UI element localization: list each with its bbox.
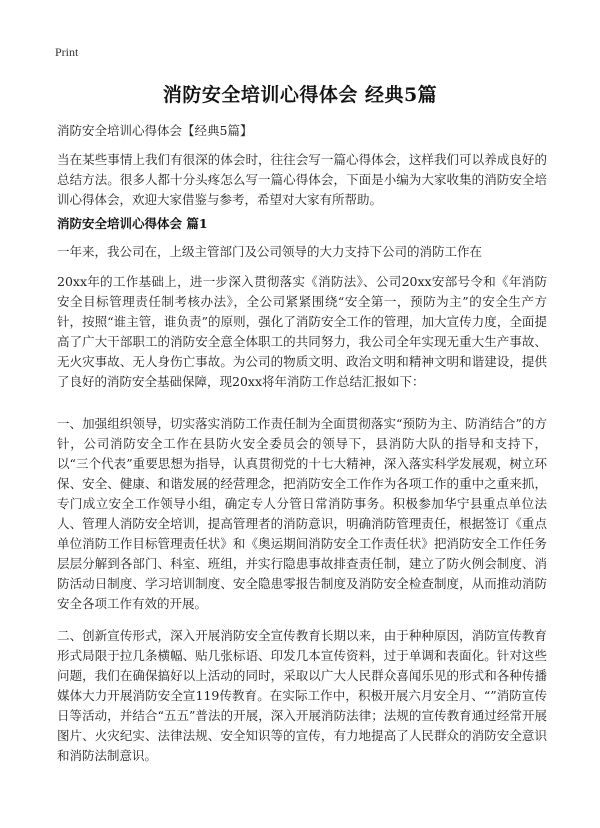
document-title: 消防安全培训心得体会 经典5篇 bbox=[162, 84, 438, 106]
body-paragraph-3: 一、加强组织领导，切实落实消防工作责任制为全面贯彻落实“预防为主、防消结合”的方针，公司消防安全工作在县防火安全委员会的领导下，县消防大队的指导和支持下，以“三个代表”重要思想为指导，认真贯彻党的十七大精神，深入落实科学发展观，树立环保、安全、健康、和谐发展的经营理念，把消防安全工作作为各项工作的重中之重来抓，专门成立安全工作领导小组，确定专人分管日常消防事务。积极参加华宁县重点单位法人、管理人消防安全培训，提高管理者的消防意识，明确消防管理责任，根据签订《重点单位消防工作目标管理责任状》和《奥运期间消防安全工作责任状》把消防安全工作任务层层分解到各部门、科室、班组，并实行隐患事故排查责任制，建立了防火例会制度、消防活动日制度、学习培训制度、安全隐患零报告制度及消防安全检查制度，从而推动消防安全各项工作有效的开展。 bbox=[57, 416, 547, 611]
body-paragraph-2: 20xx年的工作基础上，进一步深入贯彻落实《消防法》、公司20xx安部号令和《年消防安全目标管理责任制考核办法》，全公司紧紧围绕“安全第一，预防为主”的安全生产方针，按照“谁主管，谁负责”的原则，强化了消防安全工作的管理，加大宣传力度，全面提高了广大干部职工的消防安全意全体职工的共同努力，我公司全年实现无重大生产事故、无火灾事故、无人身伤亡事故。为公司的物质文明、政治文明和精神文明和谐建设，提供了良好的消防安全基础保障，现20xx将年消防工作总结汇报如下： bbox=[57, 274, 547, 389]
intro-paragraph: 当在某些事情上我们有很深的体会时，往往会写一篇心得体会，这样我们可以养成良好的总结方法。很多人都十分头疼怎么写一篇心得体会，下面是小编为大家收集的消防安全培训心得体会，欢迎大家借鉴与参考，希望对大家有所帮助。 bbox=[57, 152, 547, 207]
body-paragraph-4: 二、创新宣传形式，深入开展消防安全宣传教育长期以来，由于种种原因，消防宣传教育形式局限于拉几条横幅、贴几张标语、印发几本宣传资料，过于单调和表面化。针对这些问题，我们在确保搞好以上活动的同时，采取以广大人民群众喜闻乐见的形式和各种传播媒体大力开展消防安全宣119传教育。在实际工作中，积极开展六月安全月、“”消防宣传日等活动，并结合“五五”普法的开展，深入开展消防法律；法规的宣传教育通过经常开展图片、火灾纪实、法律法规、安全知识等的宣传，有力地提高了人民群众的消防安全意识和消防法制意识。 bbox=[57, 628, 547, 763]
document-subtitle: 消防安全培训心得体会【经典5篇】 bbox=[57, 123, 253, 138]
section-heading: 消防安全培训心得体会 篇1 bbox=[57, 216, 208, 231]
print-label[interactable]: Print bbox=[55, 45, 79, 59]
body-paragraph-1: 一年来，我公司在，上级主管部门及公司领导的大力支持下公司的消防工作在 bbox=[57, 244, 483, 259]
